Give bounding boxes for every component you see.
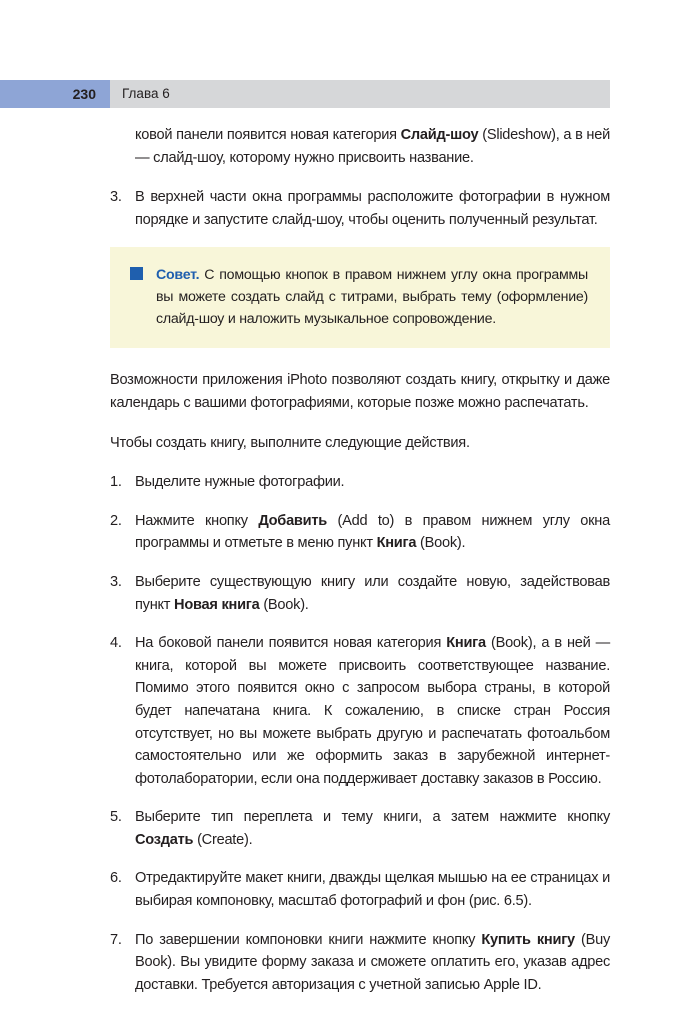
paragraph	[110, 432, 610, 455]
text-run: Выберите тип переплета и тему книги, а затем нажмите кнопку	[135, 809, 610, 826]
list-item-continuation	[110, 124, 610, 169]
list-item	[110, 571, 610, 616]
bold-term: Добавить	[258, 512, 327, 529]
bold-term: Новая книга	[174, 596, 260, 613]
bold-term: Купить книгу	[481, 931, 575, 948]
text-run: ковой панели появится новая категория	[135, 127, 401, 143]
text-run: (Add to) в правом нижнем углу окна программы и отметьте в меню пункт	[135, 512, 610, 552]
text-run: (Book).	[416, 535, 466, 552]
list-item	[110, 186, 610, 231]
text-run: (Book).	[259, 596, 309, 613]
text-run: (Buy Book). Вы увидите форму заказа и сможете оплатить его, указав адрес доставки. Требуется авторизация с учетной записью Apple ID.	[135, 931, 610, 993]
list-number: 2.	[110, 512, 122, 529]
paragraph	[110, 369, 610, 414]
list-item	[110, 471, 610, 494]
bold-term: Книга	[376, 535, 417, 552]
text-run: В верхней части окна программы расположите фотографии в нужном порядке и запустите слайд-шоу, чтобы оценить полученный результат.	[135, 189, 610, 228]
text-run: По завершении компоновки книги нажмите кнопку	[135, 931, 482, 948]
text-run: (Book), а в ней — книга, которой вы можете присвоить соответствующее название. Помимо этого появится окно с запросом выбора страны, в которой будет напечатана книга. К сожалению, в списке стран Россия отсутствует, но вы можете выбрать другую и распечатать фотоальбом самостоятельно или же оформить заказ в зарубежной интернет-фотолаборатории, если она поддерживает доставку заказов в Россию.	[135, 635, 610, 787]
text-run: С помощью кнопок в правом нижнем углу окна программы вы можете создать слайд с титрами, выбрать тему (оформление) слайд-шоу и наложить музыкальное сопровождение.	[156, 267, 588, 328]
text-run: Возможности приложения iPhoto позволяют создать книгу, открытку и даже календарь с вашими фотографиями, которые позже можно распечатать.	[110, 372, 610, 411]
text-run: Нажмите кнопку	[135, 512, 259, 529]
list-number: 5.	[110, 809, 122, 826]
list-item	[110, 806, 610, 851]
list-item	[110, 632, 610, 790]
page-number: 230	[0, 80, 110, 108]
text-run: (Create).	[193, 831, 253, 848]
text-run: Отредактируйте макет книги, дважды щелкая мышью на ее страницах и выбирая компоновку, масштаб фотографий и фон (рис. 6.5).	[135, 870, 610, 910]
list-item	[110, 867, 610, 912]
text-run: (Slideshow), а в ней — слайд-шоу, которому нужно присвоить название.	[135, 127, 610, 166]
text-run: На боковой панели появится новая категория	[135, 635, 447, 652]
bold-term: Книга	[446, 635, 486, 652]
bold-term: Слайд-шоу	[400, 127, 479, 143]
tip-box	[110, 247, 610, 348]
list-number: 6.	[110, 870, 122, 887]
list-number: 3.	[110, 573, 122, 590]
running-header	[0, 80, 610, 108]
list-number: 7.	[110, 931, 122, 948]
list-item	[110, 510, 610, 555]
list-number: 3.	[110, 189, 122, 206]
list-number: 1.	[110, 474, 122, 491]
list-item	[110, 929, 610, 997]
tip-marker-icon	[130, 267, 143, 280]
tip-label: Совет.	[156, 267, 200, 284]
text-run: Выделите нужные фотографии.	[135, 474, 345, 491]
list-number: 4.	[110, 635, 122, 652]
chapter-title: Глава 6	[122, 86, 170, 101]
body-text	[110, 124, 610, 1012]
bold-term: Создать	[135, 831, 194, 848]
text-run: Выберите существующую книгу или создайте новую, задействовав пункт	[135, 573, 610, 613]
text-run: Чтобы создать книгу, выполните следующие действия.	[110, 434, 470, 451]
